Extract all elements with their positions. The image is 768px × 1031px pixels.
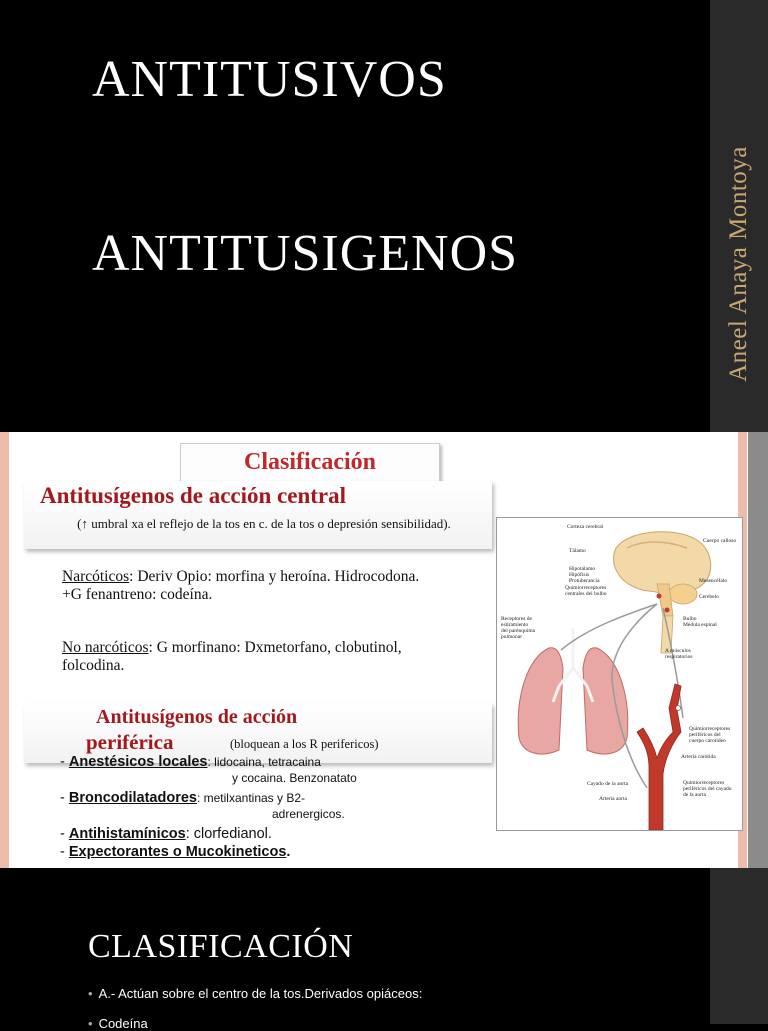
label-receptores-1: Receptores de xyxy=(501,616,532,622)
cough-reflex-illustration xyxy=(497,518,742,830)
label-quimio-aorta-1: Quimiorreceptores xyxy=(683,780,725,786)
artery-shape xyxy=(637,684,681,830)
list-item: - Antihistamínicos: clorfedianol. xyxy=(60,826,272,842)
label-quimio-aorta-3: de la aorta xyxy=(683,792,706,798)
list-item-continuation: adrenergicos. xyxy=(272,807,345,821)
label-quimio-carot-1: Quimiorreceptores xyxy=(689,726,731,732)
label-corteza: Corteza cerebral xyxy=(567,524,604,530)
author-name: Aneel Anaya Montoya xyxy=(725,146,752,382)
list-item-label: Broncodilatadores xyxy=(68,790,197,806)
list-item-text: : lidocaina, tetracaina xyxy=(207,755,321,769)
label-cayado: Cayado de la aorta xyxy=(587,781,629,787)
cerebellum-shape xyxy=(669,584,697,604)
periferica-list xyxy=(60,754,357,860)
label-medula: Médula espinal xyxy=(683,622,717,628)
list-item-text: : clorfedianol. xyxy=(185,826,272,842)
narcoticos-label: Narcóticos xyxy=(62,568,130,585)
side-strip xyxy=(710,868,768,1024)
label-quimio-aorta-2: periféricos del cayado xyxy=(683,786,732,792)
periferica-note: (bloquean a los R perifericos) xyxy=(230,737,379,751)
label-quimio-carot-2: periféricos del xyxy=(689,732,721,738)
label-receptores-3: del parénquima xyxy=(501,628,536,634)
label-arteria-aorta: Arteria aorta xyxy=(599,796,627,802)
slide3-bullet-text: Codeína xyxy=(98,1016,148,1031)
label-quimio-bulbo-2: centrales del bulbo xyxy=(565,591,607,597)
label-arteria-carotida: Arteria carótida xyxy=(681,754,716,760)
cough-reflex-diagram xyxy=(496,517,743,831)
list-item-label: Expectorantes o Mucokineticos xyxy=(68,844,287,860)
narcoticos-block xyxy=(62,568,442,604)
list-item: - Expectorantes o Mucokineticos. xyxy=(60,844,291,860)
right-gray-strip xyxy=(748,432,768,868)
label-hipofisis: Hipófisis xyxy=(569,572,590,578)
list-item-text: : metilxantinas y B2- xyxy=(196,791,306,805)
left-lung-shape xyxy=(518,648,563,754)
label-receptores-2: estiramiento xyxy=(501,622,529,628)
bullet-icon: • xyxy=(88,986,93,1001)
list-item-label: Antihistamínicos xyxy=(68,826,186,842)
slide3-bullet xyxy=(88,986,422,1001)
narcoticos-line2: +G fenantreno: codeína. xyxy=(62,586,213,603)
slide3-bullet-text: A.- Actúan sobre el centro de la tos.Derivados opiáceos: xyxy=(98,986,423,1001)
label-mesencefalo: Mesencéfalo xyxy=(699,578,728,584)
quimio-bulbo-marker xyxy=(657,594,662,599)
narcoticos-text: : Deriv Opio: morfina y heroína. Hidrocodona. xyxy=(129,568,420,585)
label-quimio-carot-3: cuerpo carotídeo xyxy=(689,738,726,744)
periferica-title-line2: periférica xyxy=(86,730,174,754)
central-subtitle: (↑ umbral xa el reflejo de la tos en c. de la tos o depresión sensibilidad). xyxy=(77,516,451,531)
bullet-icon: • xyxy=(88,1016,93,1031)
label-quimio-bulbo-1: Quimiorreceptores xyxy=(565,585,607,591)
label-talamo: Tálamo xyxy=(569,548,586,554)
carotid-body-marker xyxy=(676,706,681,711)
central-title: Antitusígenos de acción central xyxy=(40,483,347,508)
nerve-path-2 xyxy=(561,604,657,650)
periferica-title-line1: Antitusígenos de acción xyxy=(96,706,298,728)
clasificacion-heading-box xyxy=(180,443,440,483)
no-narcoticos-label: No narcóticos xyxy=(62,639,149,656)
slide3-title: CLASIFICACIÓN xyxy=(88,928,354,965)
label-bulbo: Bulbo xyxy=(683,616,697,622)
bulbo-marker xyxy=(665,608,670,613)
label-musculos-1: A músculos xyxy=(665,648,691,654)
label-hipotalamo: Hipotálamo xyxy=(569,566,595,572)
list-item: - Anestésicos locales: lidocaina, tetracaina xyxy=(60,754,321,770)
slide-clasificacion-diagram xyxy=(0,432,768,868)
clasificacion-heading: Clasificación xyxy=(244,449,376,475)
list-item-text: . xyxy=(286,844,291,860)
slide-title xyxy=(0,0,768,432)
label-receptores-4: pulmonar xyxy=(501,634,523,640)
label-cerebelo: Cerebelo xyxy=(699,594,719,600)
no-narcoticos-text: : G morfinano: Dxmetorfano, clobutinol, folcodina. xyxy=(62,639,402,674)
label-cuerpo-calloso: Cuerpo calloso xyxy=(703,538,737,544)
slide-clasificacion-text xyxy=(0,868,768,1031)
label-musculos-2: respiratorios xyxy=(665,654,693,660)
right-lung-shape xyxy=(583,648,628,754)
title-antitusigenos: ANTITUSIGENOS xyxy=(92,225,519,282)
title-antitusivos: ANTITUSIVOS xyxy=(92,51,447,108)
list-item-label: Anestésicos locales xyxy=(68,754,208,770)
left-border-strip xyxy=(0,432,9,868)
list-item: - Broncodilatadores: metilxantinas y B2- xyxy=(60,790,306,806)
label-protuberancia: Protuberancia xyxy=(569,578,600,584)
list-item-continuation: y cocaina. Benzonatato xyxy=(232,771,357,785)
no-narcoticos-block xyxy=(62,639,442,675)
